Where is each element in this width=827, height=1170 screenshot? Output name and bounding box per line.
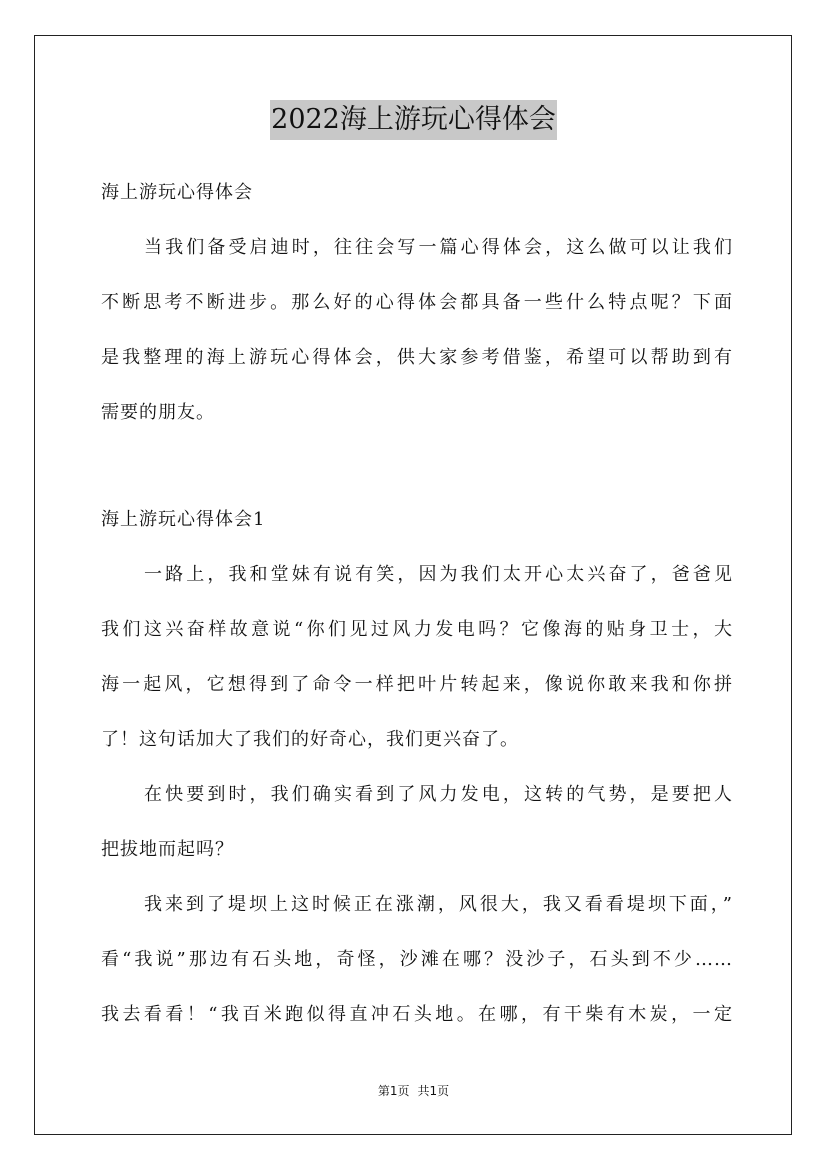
- document-title: 2022海上游玩心得体会: [270, 100, 557, 140]
- paragraph-line: 我去看看！“我百米跑似得直冲石头地。在哪，有干柴有木炭，一定: [101, 1004, 733, 1025]
- page-total: 共1页: [417, 1084, 450, 1098]
- paragraph-line: 是我整理的海上游玩心得体会，供大家参考借鉴，希望可以帮助到有: [101, 347, 733, 368]
- document-body: [101, 172, 733, 1049]
- paragraph-line: 一路上，我和堂妹有说有笑，因为我们太开心太兴奋了，爸爸见: [144, 564, 733, 585]
- paragraph-line: 需要的朋友。: [101, 402, 215, 423]
- paragraph-line: 在快要到时，我们确实看到了风力发电，这转的气势，是要把人: [144, 784, 733, 805]
- paragraph-line: 当我们备受启迪时，往往会写一篇心得体会，这么做可以让我们: [144, 237, 733, 258]
- paragraph-line: 我来到了堤坝上这时候正在涨潮，风很大，我又看看堤坝下面，”: [144, 894, 733, 915]
- paragraph-line: 了！这句话加大了我们的好奇心，我们更兴奋了。: [101, 729, 519, 750]
- intro-heading: 海上游玩心得体会: [101, 182, 253, 203]
- page-footer: [0, 1082, 827, 1099]
- title-container: [0, 100, 827, 140]
- paragraph-line: 海一起风，它想得到了命令一样把叶片转起来，像说你敢来我和你拼: [101, 674, 733, 695]
- paragraph-line: 不断思考不断进步。那么好的心得体会都具备一些什么特点呢？下面: [101, 292, 733, 313]
- section1-heading: 海上游玩心得体会1: [101, 509, 266, 530]
- paragraph-line: 把拔地而起吗？: [101, 839, 234, 860]
- section-gap: [101, 447, 733, 499]
- paragraph-line: 我们这兴奋样故意说“你们见过风力发电吗？它像海的贴身卫士，大: [101, 619, 733, 640]
- paragraph-line: 看“我说”那边有石头地，奇怪，沙滩在哪？没沙子，石头到不少……: [101, 949, 733, 970]
- page-number: 第1页: [377, 1084, 410, 1098]
